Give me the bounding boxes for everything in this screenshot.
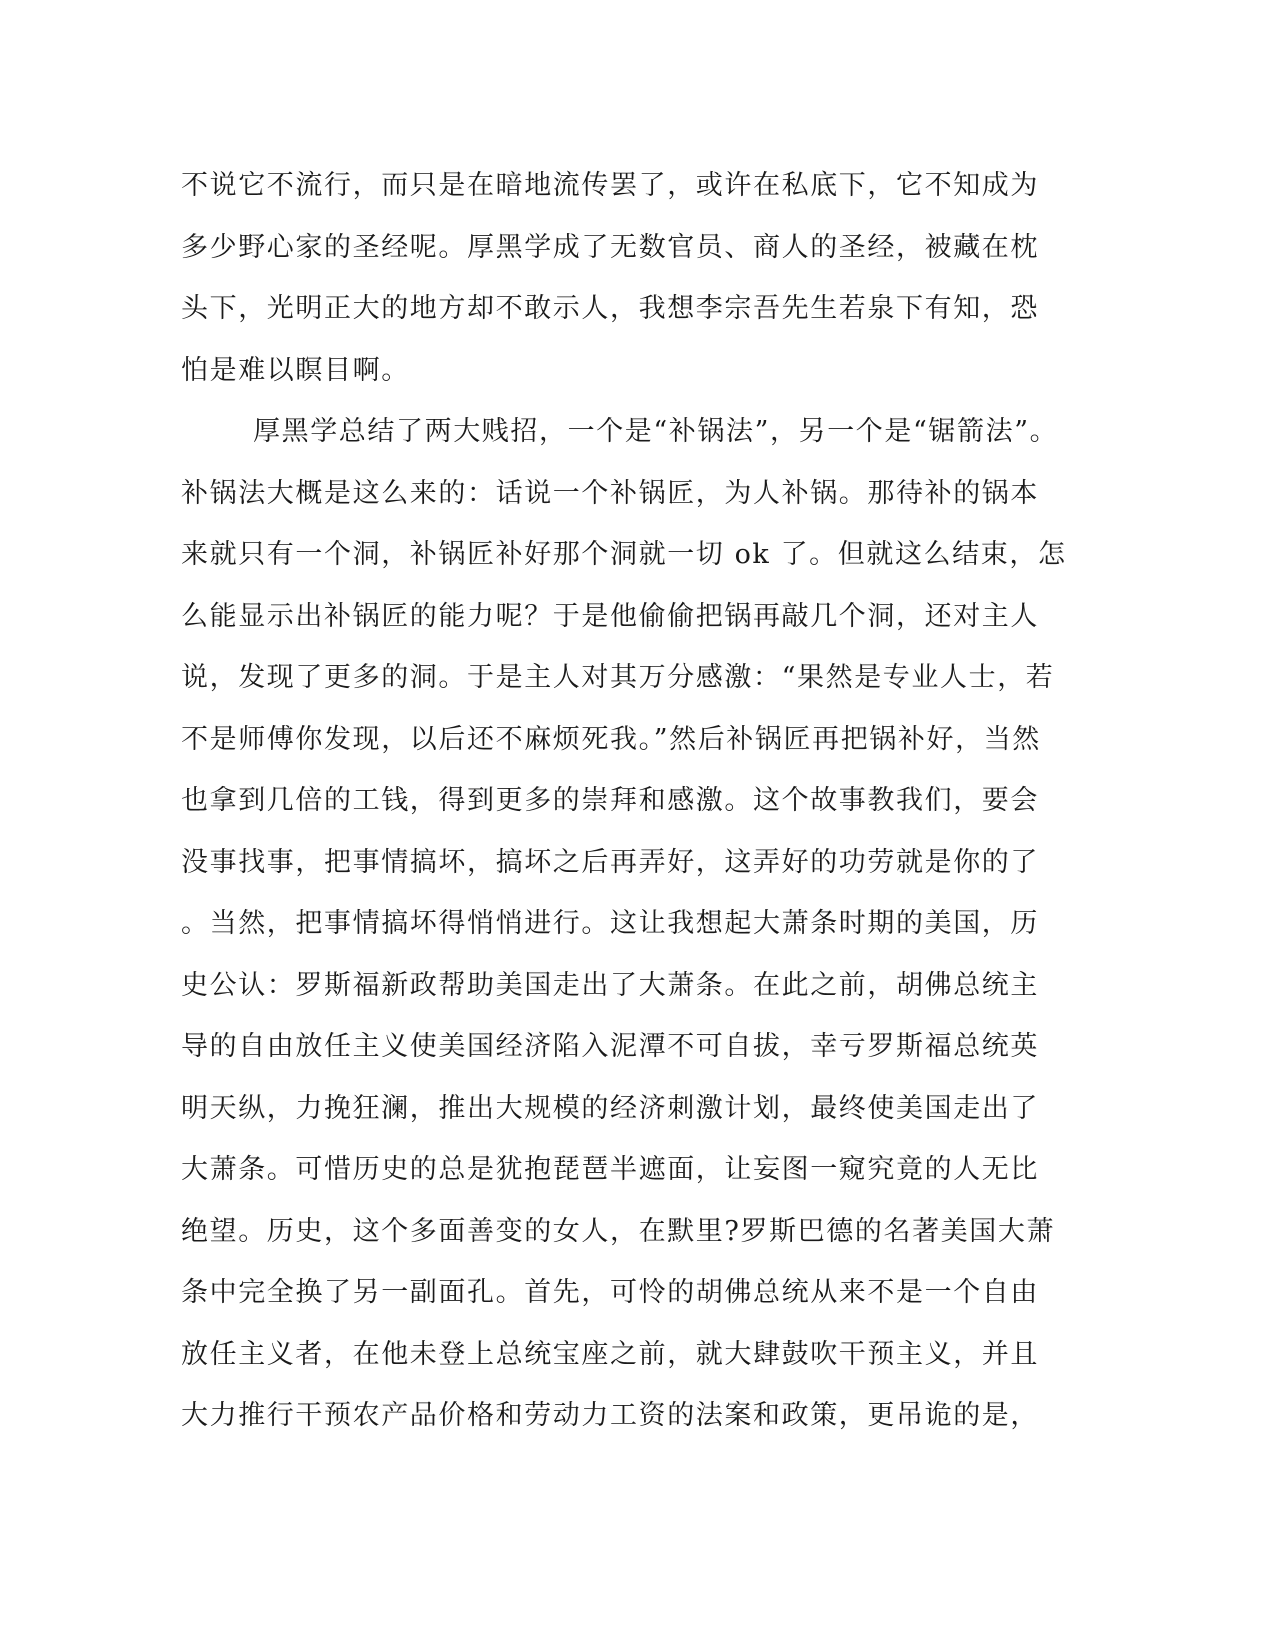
text-line: 明天纵，力挽狂澜，推出大规模的经济刺激计划，最终使美国走出了 (181, 1092, 1039, 1124)
text-line: 条中完全换了另一副面孔。首先，可怜的胡佛总统从来不是一个自由 (181, 1277, 1039, 1308)
text-line: 大力推行干预农产品价格和劳动力工资的法案和政策，更吊诡的是， (181, 1400, 1039, 1431)
text-line: 厚黑学总结了两大贱招，一个是“补锅法”，另一个是“锯箭法”。 (253, 416, 1059, 447)
text-line: 补锅法大概是这么来的：话说一个补锅匠，为人补锅。那待补的锅本 (181, 477, 1039, 509)
text-line: 不是师傅你发现，以后还不麻烦死我。”然后补锅匠再把锅补好，当然 (181, 723, 1041, 755)
text-line: 放任主义者，在他未登上总统宝座之前，就大肆鼓吹干预主义，并且 (181, 1338, 1039, 1370)
text-line: 么能显示出补锅匠的能力呢？于是他偷偷把锅再敲几个洞，还对主人 (181, 600, 1039, 632)
text-line: 不说它不流行，而只是在暗地流传罢了，或许在私底下，它不知成为 (181, 170, 1039, 201)
text-line: 绝望。历史，这个多面善变的女人，在默里?罗斯巴德的名著美国大萧 (181, 1215, 1056, 1247)
paragraph-1 (181, 155, 1039, 401)
text-line: 来就只有一个洞，补锅匠补好那个洞就一切 ok 了。但就这么结束，怎 (181, 539, 1067, 570)
text-line: 史公认：罗斯福新政帮助美国走出了大萧条。在此之前，胡佛总统主 (181, 969, 1039, 1001)
text-line: 头下，光明正大的地方却不敢示人，我想李宗吾先生若泉下有知，恐 (181, 293, 1039, 324)
text-line: 导的自由放任主义使美国经济陷入泥潭不可自拔，幸亏罗斯福总统英 (181, 1031, 1039, 1062)
text-line: 多少野心家的圣经呢。厚黑学成了无数官员、商人的圣经，被藏在枕 (181, 231, 1039, 263)
text-line: 也拿到几倍的工钱，得到更多的崇拜和感激。这个故事教我们，要会 (181, 785, 1039, 816)
text-line: 。当然，把事情搞坏得悄悄进行。这让我想起大萧条时期的美国，历 (181, 908, 1039, 939)
body-text (181, 155, 1067, 1447)
text-line: 大萧条。可惜历史的总是犹抱琵琶半遮面，让妄图一窥究竟的人无比 (181, 1154, 1039, 1185)
text-line: 怕是难以瞑目啊。 (181, 354, 410, 386)
text-line: 没事找事，把事情搞坏，搞坏之后再弄好，这弄好的功劳就是你的了 (181, 846, 1039, 878)
paragraph-2 (181, 401, 1067, 1447)
text-line: 说，发现了更多的洞。于是主人对其万分感激：“果然是专业人士，若 (181, 662, 1055, 693)
